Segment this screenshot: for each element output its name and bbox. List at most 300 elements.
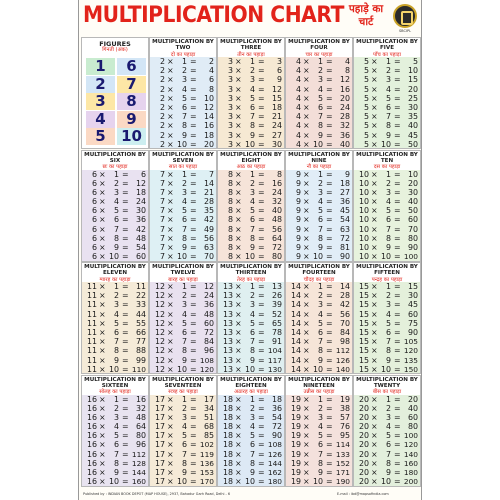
equals-sign: =: [258, 364, 265, 374]
table-row: [354, 422, 420, 431]
table-rows: [218, 395, 284, 487]
times-sign: ×: [235, 224, 242, 234]
multiplier: 4: [113, 309, 119, 319]
multiplier: 7: [249, 112, 255, 122]
multiplicand: 18: [222, 422, 233, 432]
equals-sign: =: [258, 233, 265, 243]
multiplicand: 17: [154, 422, 165, 432]
table-row: [354, 206, 420, 215]
table-row: [354, 197, 420, 206]
table-title: MULTIPLICATION BY FIFTEEN: [356, 264, 418, 277]
multiplier: 2: [385, 291, 391, 301]
table-heading: [218, 263, 284, 282]
multiplier: 5: [385, 206, 391, 216]
multiplicand: 2: [159, 84, 165, 94]
product: 39: [271, 300, 282, 310]
times-sign: ×: [99, 364, 106, 374]
table-heading: [150, 263, 216, 282]
equals-sign: =: [122, 318, 129, 328]
equals-sign: =: [326, 327, 333, 337]
table-row: [286, 103, 352, 112]
times-sign: ×: [371, 75, 378, 85]
multiplier: 5: [317, 206, 323, 216]
product: 14: [339, 282, 350, 291]
multiplier: 3: [249, 75, 255, 85]
table-row: [354, 179, 420, 188]
table-row: [354, 188, 420, 197]
equals-sign: =: [326, 233, 333, 243]
times-sign: ×: [371, 412, 378, 422]
equals-sign: =: [394, 112, 401, 122]
multiplicand: 10: [358, 178, 369, 188]
chart-title-hindi: पहाड़े का चार्ट: [348, 3, 384, 28]
equals-sign: =: [190, 364, 197, 374]
times-sign: ×: [167, 187, 174, 197]
table-row: [218, 282, 284, 291]
equals-sign: =: [190, 403, 197, 413]
equals-sign: =: [394, 75, 401, 85]
multiplier: 4: [385, 309, 391, 319]
equals-sign: =: [190, 282, 197, 291]
multiplier: 3: [385, 300, 391, 310]
table-heading: [286, 376, 352, 395]
equals-sign: =: [394, 57, 401, 66]
equals-sign: =: [326, 215, 333, 225]
product: 3: [276, 57, 282, 66]
product: 42: [135, 224, 146, 234]
equals-sign: =: [122, 291, 129, 301]
product: 120: [403, 440, 418, 450]
table-row: [354, 121, 420, 130]
multiplier: 9: [113, 468, 119, 477]
table-row: [286, 121, 352, 130]
figure-row: [86, 93, 146, 110]
table-cell-17: [149, 375, 217, 487]
equals-sign: =: [122, 233, 129, 243]
multiplier: 4: [249, 84, 255, 94]
table-title-hindi: सोलह का पहाड़ा: [99, 389, 131, 396]
multiplier: 10: [176, 139, 187, 149]
figures-heading: [82, 38, 148, 57]
multiplier: 7: [249, 449, 255, 459]
product: 45: [407, 300, 418, 310]
table-cell-18: [217, 375, 285, 487]
multiplicand: 6: [91, 206, 97, 216]
table-heading: [150, 38, 216, 57]
times-sign: ×: [303, 422, 310, 432]
multiplicand: 5: [363, 102, 369, 112]
table-cell-7: [149, 150, 217, 262]
multiplicand: 16: [86, 458, 97, 468]
times-sign: ×: [167, 243, 174, 252]
times-sign: ×: [303, 197, 310, 207]
multiplier: 3: [181, 187, 187, 197]
table-row: [150, 300, 216, 309]
equals-sign: =: [122, 178, 129, 188]
equals-sign: =: [326, 252, 333, 262]
times-sign: ×: [371, 422, 378, 432]
product: 60: [407, 215, 418, 225]
times-sign: ×: [303, 84, 310, 94]
equals-sign: =: [394, 224, 401, 234]
multiplier: 2: [249, 66, 255, 76]
multiplier: 4: [113, 422, 119, 432]
product: 35: [407, 112, 418, 122]
product: 36: [339, 197, 350, 207]
multiplier: 7: [385, 337, 391, 347]
table-row: [286, 477, 352, 486]
multiplicand: 17: [154, 458, 165, 468]
table-row: [82, 310, 148, 319]
product: 88: [135, 346, 146, 356]
table-cell-5: [353, 37, 421, 149]
multiplier: 9: [249, 130, 255, 140]
times-sign: ×: [371, 477, 378, 487]
table-row: [150, 328, 216, 337]
multiplier: 6: [181, 215, 187, 225]
product: 42: [339, 300, 350, 310]
table-row: [286, 300, 352, 309]
multiplier: 2: [249, 403, 255, 413]
multiplier: 9: [385, 243, 391, 252]
table-row: [354, 112, 420, 121]
multiplicand: 15: [358, 309, 369, 319]
equals-sign: =: [258, 431, 265, 441]
equals-sign: =: [122, 243, 129, 252]
multiplier: 2: [181, 403, 187, 413]
multiplicand: 13: [222, 346, 233, 356]
equals-sign: =: [122, 458, 129, 468]
figures-title: FIGURES: [99, 40, 131, 48]
product: 33: [135, 300, 146, 310]
multiplier: 6: [317, 215, 323, 225]
times-sign: ×: [167, 412, 174, 422]
table-row: [286, 215, 352, 224]
equals-sign: =: [122, 355, 129, 365]
times-sign: ×: [99, 327, 106, 337]
multiplicand: 14: [290, 300, 301, 310]
product: 85: [203, 431, 214, 441]
table-cell-13: [217, 262, 285, 374]
times-sign: ×: [99, 169, 106, 179]
multiplicand: 14: [290, 318, 301, 328]
product: 20: [339, 93, 350, 103]
table-title-hindi: सत्रह का पहाड़ा: [168, 389, 198, 396]
table-row: [150, 225, 216, 234]
table-row: [218, 252, 284, 261]
table-row: [218, 188, 284, 197]
table-title-hindi: पन्द्रह का पहाड़ा: [371, 276, 403, 283]
table-row: [286, 243, 352, 252]
equals-sign: =: [190, 431, 197, 441]
multiplicand: 8: [227, 215, 233, 225]
multiplier: 2: [181, 178, 187, 188]
equals-sign: =: [394, 233, 401, 243]
times-sign: ×: [371, 197, 378, 207]
product: 91: [271, 337, 282, 347]
multiplicand: 3: [227, 75, 233, 85]
multiplicand: 4: [295, 102, 301, 112]
product: 48: [135, 233, 146, 243]
times-sign: ×: [167, 75, 174, 85]
table-title: MULTIPLICATION BY FIVE: [356, 39, 418, 52]
table-row: [82, 179, 148, 188]
multiplier: 2: [249, 291, 255, 301]
table-title: MULTIPLICATION BY EIGHTEEN: [220, 376, 282, 389]
multiplier: 10: [244, 252, 255, 262]
equals-sign: =: [394, 318, 401, 328]
equals-sign: =: [122, 412, 129, 422]
multiplier: 4: [317, 309, 323, 319]
product: 50: [407, 139, 418, 149]
table-title: MULTIPLICATION BY FOUR: [288, 39, 350, 52]
product: 26: [271, 291, 282, 301]
equals-sign: =: [394, 355, 401, 365]
multiplier: 5: [249, 318, 255, 328]
product: 80: [407, 422, 418, 432]
times-sign: ×: [303, 224, 310, 234]
equals-sign: =: [394, 178, 401, 188]
table-heading: [218, 151, 284, 170]
times-sign: ×: [303, 215, 310, 225]
product: 126: [335, 355, 350, 365]
product: 190: [335, 477, 350, 487]
equals-sign: =: [326, 412, 333, 422]
multiplicand: 20: [358, 431, 369, 441]
multiplicand: 9: [295, 187, 301, 197]
table-title: MULTIPLICATION BY FOURTEEN: [288, 264, 350, 277]
table-row: [82, 300, 148, 309]
multiplier: 2: [317, 178, 323, 188]
times-sign: ×: [99, 282, 106, 291]
times-sign: ×: [99, 412, 106, 422]
table-row: [82, 365, 148, 374]
times-sign: ×: [235, 318, 242, 328]
table-row: [82, 197, 148, 206]
figure-number: 2: [86, 76, 115, 93]
product: 162: [267, 468, 282, 477]
multiplicand: 4: [295, 84, 301, 94]
product: 11: [135, 282, 146, 291]
table-heading: [354, 376, 420, 395]
multiplicand: 5: [363, 130, 369, 140]
product: 120: [199, 364, 214, 374]
multiplicand: 3: [227, 139, 233, 149]
table-row: [286, 459, 352, 468]
times-sign: ×: [371, 187, 378, 197]
multiplier: 7: [385, 224, 391, 234]
product: 144: [267, 458, 282, 468]
product: 16: [203, 121, 214, 131]
multiplicand: 20: [358, 403, 369, 413]
product: 50: [407, 206, 418, 216]
product: 120: [403, 346, 418, 356]
figures-box: [86, 58, 146, 146]
multiplier: 4: [181, 84, 187, 94]
multiplicand: 8: [227, 243, 233, 252]
chart-footer: [79, 490, 422, 500]
product: 140: [403, 449, 418, 459]
table-row: [218, 477, 284, 486]
table-cell-12: [149, 262, 217, 374]
product: 76: [339, 422, 350, 432]
multiplicand: 15: [358, 364, 369, 374]
multiplicand: 5: [363, 84, 369, 94]
table-row: [150, 243, 216, 252]
product: 40: [339, 139, 350, 149]
multiplier: 10: [380, 139, 391, 149]
equals-sign: =: [190, 139, 197, 149]
table-row: [82, 477, 148, 486]
product: 13: [271, 282, 282, 291]
multiplier: 3: [317, 75, 323, 85]
equals-sign: =: [394, 197, 401, 207]
figure-number: 1: [86, 58, 115, 75]
times-sign: ×: [167, 93, 174, 103]
equals-sign: =: [122, 337, 129, 347]
multiplicand: 10: [358, 169, 369, 179]
multiplicand: 13: [222, 327, 233, 337]
equals-sign: =: [258, 187, 265, 197]
multiplier: 4: [249, 309, 255, 319]
multiplicand: 19: [290, 412, 301, 422]
table-heading: [354, 38, 420, 57]
multiplicand: 18: [222, 449, 233, 459]
multiplier: 10: [380, 477, 391, 487]
multiplicand: 15: [358, 355, 369, 365]
multiplier: 2: [113, 178, 119, 188]
table-row: [82, 413, 148, 422]
times-sign: ×: [167, 233, 174, 243]
times-sign: ×: [99, 449, 106, 459]
equals-sign: =: [190, 412, 197, 422]
table-row: [218, 112, 284, 121]
table-row: [150, 206, 216, 215]
multiplier: 10: [176, 477, 187, 487]
product: 70: [339, 318, 350, 328]
table-title-hindi: दो का पहाड़ा: [170, 51, 196, 58]
multiplicand: 14: [290, 346, 301, 356]
multiplicand: 16: [86, 440, 97, 450]
equals-sign: =: [326, 282, 333, 291]
multiplier: 9: [249, 468, 255, 477]
table-title-hindi: चार का पहाड़ा: [305, 51, 333, 58]
equals-sign: =: [258, 346, 265, 356]
multiplicand: 8: [227, 252, 233, 262]
multiplier: 2: [249, 178, 255, 188]
times-sign: ×: [235, 403, 242, 413]
equals-sign: =: [394, 121, 401, 131]
product: 84: [339, 327, 350, 337]
times-sign: ×: [371, 337, 378, 347]
multiplier: 9: [181, 355, 187, 365]
table-row: [82, 234, 148, 243]
figure-row: [86, 111, 146, 128]
multiplicand: 4: [295, 130, 301, 140]
figure-number: 10: [117, 128, 146, 145]
table-rows: [218, 282, 284, 374]
multiplicand: 6: [91, 169, 97, 179]
product: 12: [203, 102, 214, 112]
multiplicand: 9: [295, 252, 301, 262]
equals-sign: =: [122, 206, 129, 216]
multiplier: 3: [113, 300, 119, 310]
multiplier: 5: [385, 93, 391, 103]
table-title-hindi: बारह का पहाड़ा: [168, 276, 198, 283]
multiplicand: 8: [227, 224, 233, 234]
times-sign: ×: [235, 364, 242, 374]
equals-sign: =: [326, 130, 333, 140]
table-row: [150, 422, 216, 431]
product: 8: [208, 84, 214, 94]
equals-sign: =: [326, 57, 333, 66]
equals-sign: =: [190, 291, 197, 301]
equals-sign: =: [326, 197, 333, 207]
times-sign: ×: [303, 412, 310, 422]
multiplier: 5: [317, 318, 323, 328]
product: 15: [407, 282, 418, 291]
equals-sign: =: [190, 327, 197, 337]
multiplicand: 12: [154, 309, 165, 319]
table-rows: [150, 395, 216, 487]
multiplier: 8: [385, 346, 391, 356]
multiplier: 7: [181, 449, 187, 459]
multiplicand: 12: [154, 300, 165, 310]
publisher-email: E-mail : ibd@mapsofindia.com: [337, 492, 389, 496]
equals-sign: =: [326, 318, 333, 328]
table-row: [218, 459, 284, 468]
product: 30: [407, 291, 418, 301]
tables-grid: [81, 37, 421, 488]
product: 180: [403, 468, 418, 477]
equals-sign: =: [190, 206, 197, 216]
times-sign: ×: [303, 206, 310, 216]
multiplicand: 9: [295, 215, 301, 225]
equals-sign: =: [258, 169, 265, 179]
product: 48: [135, 412, 146, 422]
times-sign: ×: [303, 243, 310, 252]
multiplier: 4: [181, 422, 187, 432]
times-sign: ×: [167, 112, 174, 122]
equals-sign: =: [394, 130, 401, 140]
product: 66: [135, 327, 146, 337]
table-row: [150, 103, 216, 112]
times-sign: ×: [99, 197, 106, 207]
multiplier: 3: [317, 300, 323, 310]
multiplier: 3: [113, 412, 119, 422]
table-row: [150, 234, 216, 243]
multiplier: 8: [385, 121, 391, 131]
product: 18: [203, 130, 214, 140]
times-sign: ×: [235, 233, 242, 243]
times-sign: ×: [371, 282, 378, 291]
times-sign: ×: [235, 458, 242, 468]
table-row: [286, 356, 352, 365]
equals-sign: =: [326, 187, 333, 197]
product: 12: [271, 84, 282, 94]
table-row: [354, 319, 420, 328]
product: 17: [203, 394, 214, 404]
multiplicand: 13: [222, 291, 233, 301]
equals-sign: =: [258, 422, 265, 432]
multiplicand: 15: [358, 318, 369, 328]
table-row: [82, 356, 148, 365]
product: 35: [203, 206, 214, 216]
product: 75: [407, 318, 418, 328]
equals-sign: =: [326, 300, 333, 310]
equals-sign: =: [394, 282, 401, 291]
table-row: [354, 140, 420, 149]
